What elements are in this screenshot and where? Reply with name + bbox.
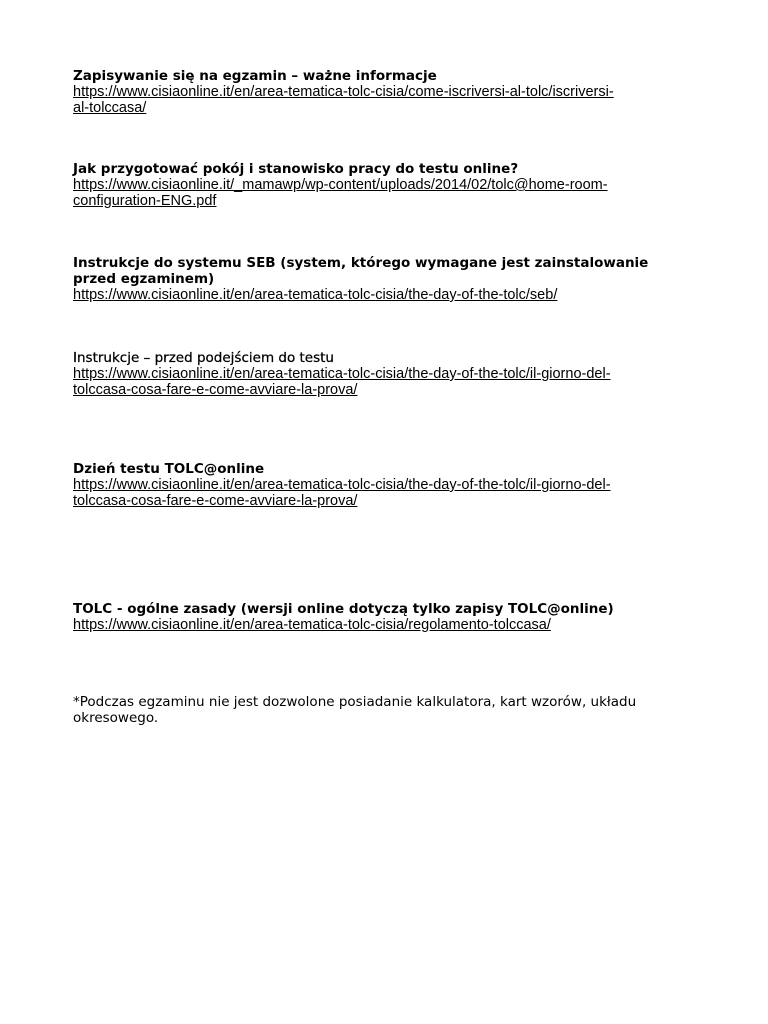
- link-line: tolccasa-cosa-fare-e-come-avviare-la-prova/: [73, 382, 358, 398]
- calculator-note: [73, 694, 693, 726]
- section-test-day: [73, 461, 693, 509]
- link-line: https://www.cisiaonline.it/_mamawp/wp-content/uploads/2014/02/tolc@home-room-: [73, 177, 608, 193]
- section-room-setup: [73, 161, 693, 209]
- heading-line: Instrukcje do systemu SEB (system, którego wymagane jest zainstalowanie: [73, 255, 649, 271]
- note-line: *Podczas egzaminu nie jest dozwolone posiadanie kalkulatora, kart wzorów, układu: [73, 694, 637, 710]
- section-general-rules: [73, 601, 693, 633]
- section-heading: Jak przygotować pokój i stanowisko pracy do testu online?: [73, 161, 519, 177]
- link-line: https://www.cisiaonline.it/en/area-tematica-tolc-cisia/come-iscriversi-al-tolc/iscriversi-: [73, 84, 614, 100]
- link-line: configuration-ENG.pdf: [73, 193, 217, 209]
- link-line: tolccasa-cosa-fare-e-come-avviare-la-prova/: [73, 493, 358, 509]
- heading-line: przed egzaminem): [73, 271, 215, 287]
- link-line: https://www.cisiaonline.it/en/area-tematica-tolc-cisia/the-day-of-the-tolc/il-giorno-del-: [73, 366, 611, 382]
- section-heading: TOLC - ogólne zasady (wersji online dotyczą tylko zapisy TOLC@online): [73, 601, 614, 617]
- section-seb-instructions: [73, 255, 693, 303]
- section-registration: [73, 68, 693, 116]
- seb-link[interactable]: [73, 287, 693, 303]
- section-heading: Instrukcje – przed podejściem do testu: [73, 350, 334, 366]
- section-heading: Zapisywanie się na egzamin – ważne informacje: [73, 68, 437, 84]
- test-day-link[interactable]: [73, 477, 693, 509]
- rules-link[interactable]: [73, 617, 693, 633]
- registration-link[interactable]: [73, 84, 693, 116]
- before-test-link[interactable]: [73, 366, 693, 398]
- section-heading: Dzień testu TOLC@online: [73, 461, 265, 477]
- link-line: https://www.cisiaonline.it/en/area-tematica-tolc-cisia/the-day-of-the-tolc/il-giorno-del-: [73, 477, 611, 493]
- link-line: al-tolccasa/: [73, 100, 147, 116]
- section-before-test: [73, 350, 693, 398]
- link-line: https://www.cisiaonline.it/en/area-tematica-tolc-cisia/the-day-of-the-tolc/seb/: [73, 287, 558, 303]
- section-heading: [73, 255, 693, 287]
- room-configuration-link[interactable]: [73, 177, 693, 209]
- note-text: [73, 694, 693, 726]
- link-line: https://www.cisiaonline.it/en/area-tematica-tolc-cisia/regolamento-tolccasa/: [73, 617, 551, 633]
- note-line: okresowego.: [73, 710, 159, 726]
